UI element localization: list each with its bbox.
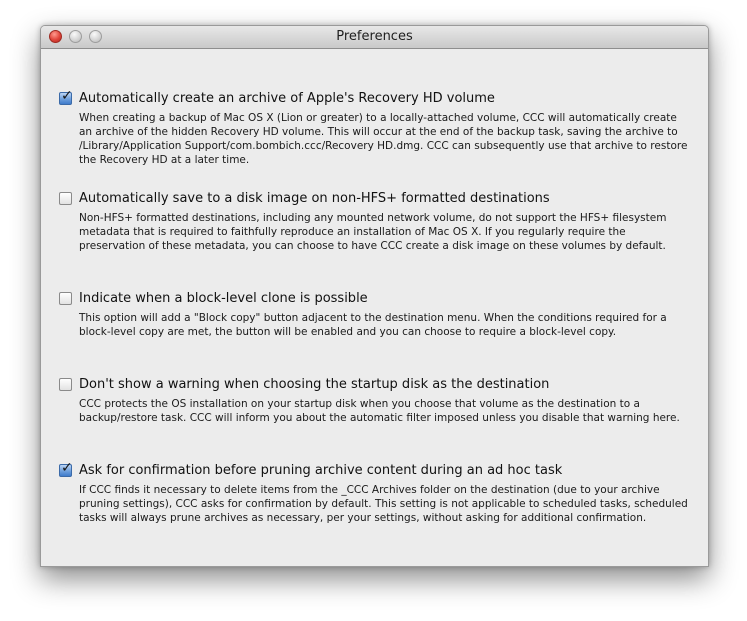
option-recovery-hd-archive (59, 89, 689, 167)
block-level-clone-checkbox[interactable] (59, 292, 72, 305)
recovery-hd-archive-label[interactable]: Automatically create an archive of Apple's Recovery HD volume (79, 90, 495, 106)
pruning-confirmation-checkbox[interactable] (59, 459, 73, 477)
option-pruning-confirmation (59, 461, 689, 525)
recovery-hd-archive-checkbox[interactable] (59, 87, 73, 105)
recovery-hd-archive-description: When creating a backup of Mac OS X (Lion or greater) to a locally-attached volume, CCC will automatically create an archive of the hidden Recovery HD volume. This will occur at the end of the backup task, saving the archive to /Library/Application Support/com.bombich.ccc/Recovery HD.dmg. CCC can subsequently use that archive to restore the Recovery HD at a later time. (79, 112, 688, 166)
title-bar[interactable] (41, 26, 708, 49)
preferences-window (40, 25, 709, 567)
pruning-confirmation-description: If CCC finds it necessary to delete items from the _CCC Archives folder on the destination (due to your archive pruning settings), CCC asks for confirmation by default. This setting is not applicable to scheduled tasks, scheduled tasks will always prune archives as necessary, per your settings, without asking for additional confirmation. (79, 484, 688, 524)
option-startup-disk-warning (59, 375, 689, 425)
pruning-confirmation-label[interactable]: Ask for confirmation before pruning archive content during an ad hoc task (79, 462, 563, 478)
disk-image-non-hfs-description: Non-HFS+ formatted destinations, including any mounted network volume, do not support the HFS+ filesystem metadata that is required to faithfully reproduce an installation of Mac OS X. If you regularly require the preservation of these metadata, you can choose to have CCC create a disk image on these volumes by default. (79, 212, 667, 252)
startup-disk-warning-label[interactable]: Don't show a warning when choosing the startup disk as the destination (79, 376, 550, 392)
option-block-level-clone (59, 289, 689, 339)
startup-disk-warning-description: CCC protects the OS installation on your startup disk when you choose that volume as the destination to a backup/restore task. CCC will inform you about the automatic filter imposed unless you disable that warning here. (79, 398, 680, 424)
option-disk-image-non-hfs (59, 189, 689, 253)
checkmark-icon: ✓ (61, 459, 73, 476)
window-title: Preferences (336, 29, 413, 44)
startup-disk-warning-checkbox[interactable] (59, 378, 72, 391)
block-level-clone-label[interactable]: Indicate when a block-level clone is possible (79, 290, 368, 306)
disk-image-non-hfs-label[interactable]: Automatically save to a disk image on non-HFS+ formatted destinations (79, 190, 550, 206)
disk-image-non-hfs-checkbox[interactable] (59, 192, 72, 205)
block-level-clone-description: This option will add a "Block copy" button adjacent to the destination menu. When the conditions required for a block-level copy are met, the button will be enabled and you can choose to require a block-level copy. (79, 312, 667, 338)
checkmark-icon: ✓ (61, 87, 73, 104)
